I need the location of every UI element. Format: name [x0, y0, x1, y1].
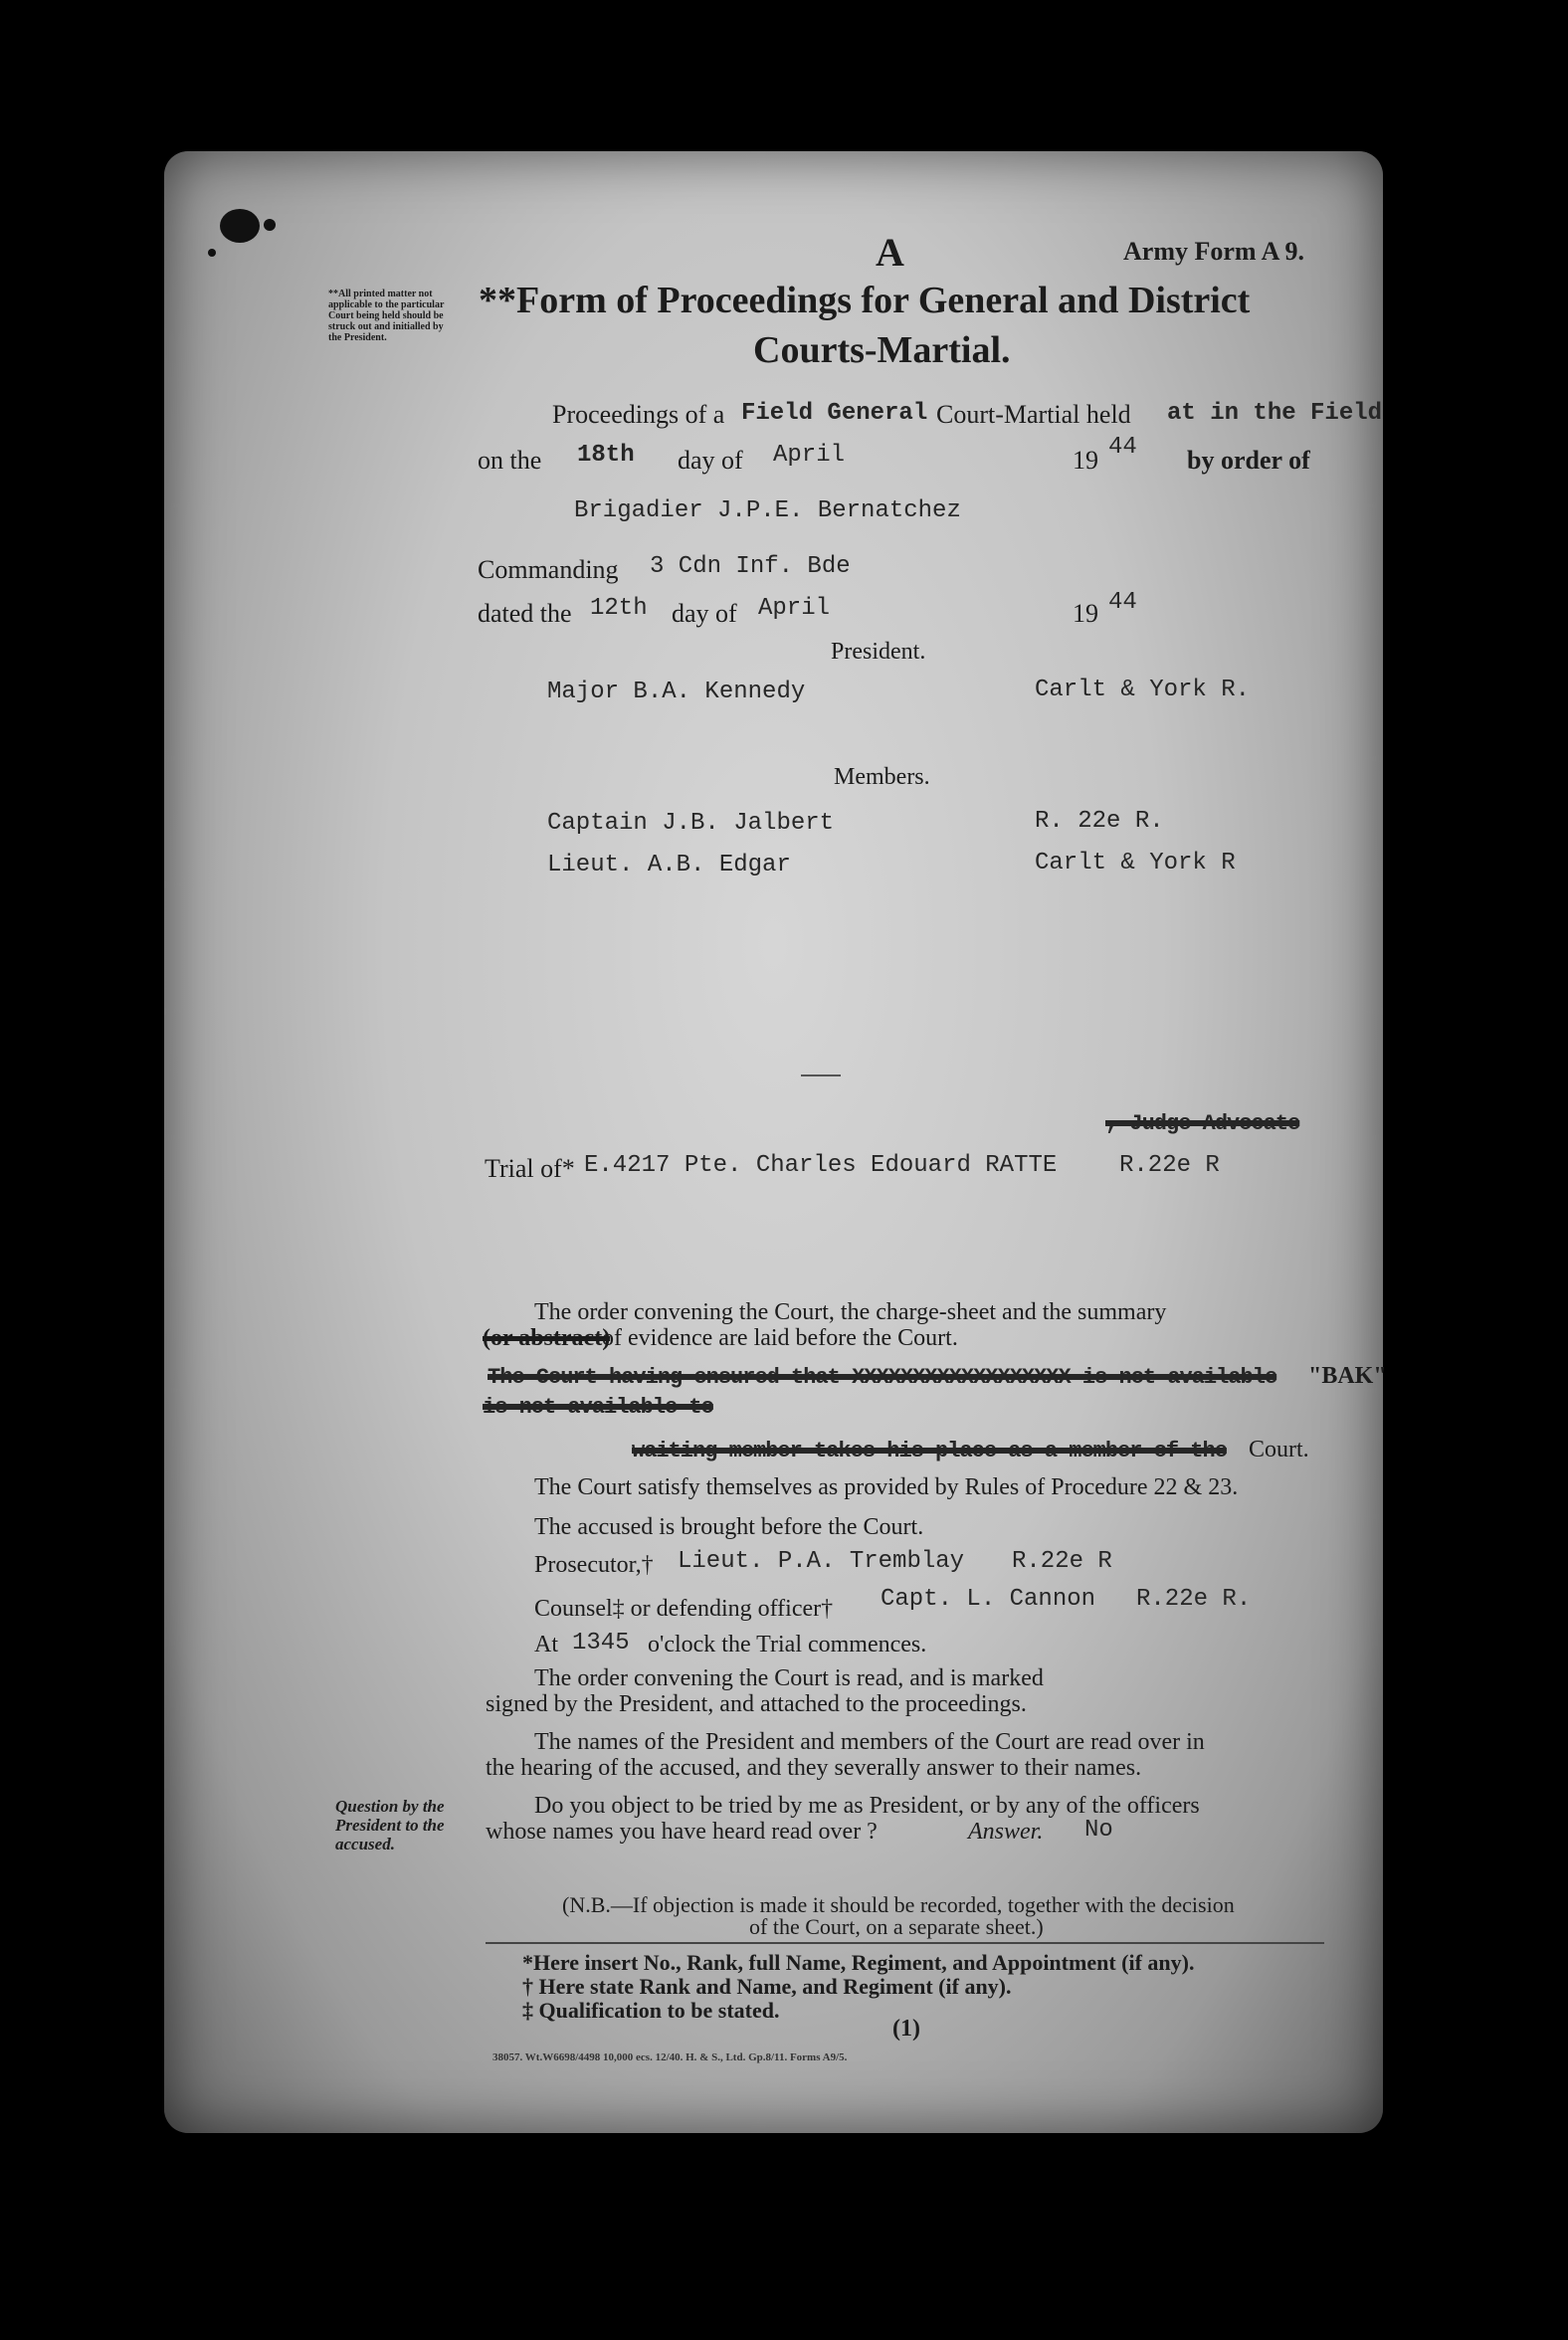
counsel-unit: R.22e R. [1136, 1586, 1252, 1613]
dated-month: April [758, 595, 831, 622]
trial-time: 1345 [572, 1630, 630, 1657]
command: 3 Cdn Inf. Bde [650, 553, 851, 580]
member-unit: Carlt & York R [1035, 850, 1236, 877]
member-name: Captain J.B. Jalbert [547, 810, 835, 837]
nb-line1: (N.B.—If objection is made it should be recorded, together with the decision [562, 1892, 1235, 1917]
president-unit: Carlt & York R. [1035, 677, 1251, 703]
dated-day-of-label: day of [672, 599, 737, 628]
dated-the-label: dated the [478, 599, 572, 628]
answer-label: Answer. [968, 1819, 1044, 1845]
rules-line: The Court satisfy themselves as provided by Rules of Procedure 22 & 23. [534, 1474, 1239, 1500]
ink-blot-small [208, 249, 216, 257]
printer-line: 38057. Wt.W6698/4498 10,000 ecs. 12/40. H. & S., Ltd. Gp.8/11. Forms A9/5. [492, 2051, 848, 2063]
trial-of-label: Trial of* [485, 1154, 575, 1183]
answer-value: No [1084, 1817, 1113, 1844]
accused-unit: R.22e R [1119, 1152, 1220, 1179]
ink-blot [220, 209, 260, 243]
side-note: **All printed matter not applicable to the particular Court being held should be struck out and initialled by the President. [328, 289, 445, 343]
struck-judge-advocate: , Judge Advocate [1105, 1111, 1300, 1136]
para1-line1: The order convening the Court, the charge-sheet and the summary [534, 1299, 1167, 1325]
commanding-label: Commanding [478, 555, 619, 584]
question-line1: Do you object to be tried by me as President, or by any of the officers [534, 1793, 1200, 1819]
footnote-rule [486, 1942, 1324, 1944]
court-type: Field General [741, 400, 928, 427]
year: 44 [1108, 434, 1137, 461]
dated-day: 12th [590, 595, 648, 622]
member-unit: R. 22e R. [1035, 808, 1164, 835]
at-label: At [534, 1632, 558, 1658]
convening-officer: Brigadier J.P.E. Bernatchez [574, 497, 961, 524]
footnote-1: *Here insert No., Rank, full Name, Regiment, and Appointment (if any). [522, 1950, 1195, 1975]
footnote-2: † Here state Rank and Name, and Regiment (if any). [522, 1974, 1012, 1999]
year-prefix: 19 [1073, 446, 1098, 475]
question-side-note: Question by the President to the accused. [335, 1797, 445, 1853]
held-at: at in the Field [1167, 400, 1383, 427]
accused-brought-line: The accused is brought before the Court. [534, 1514, 924, 1540]
by-order-of: by order of [1187, 446, 1310, 475]
members-heading: Members. [834, 764, 930, 790]
president-heading: President. [831, 639, 926, 665]
order-read-line1: The order convening the Court is read, and is marked [534, 1665, 1044, 1691]
question-line2: whose names you have heard read over ? [486, 1819, 878, 1845]
member-name: Lieut. A.B. Edgar [547, 852, 791, 878]
trial-commences: o'clock the Trial commences. [648, 1632, 927, 1658]
para1-struck: (or abstract) [483, 1325, 611, 1351]
proceedings-lead: Proceedings of a [552, 400, 725, 429]
footnote-3: ‡ Qualification to be stated. [522, 1998, 780, 2023]
month: April [773, 442, 846, 469]
prosecutor-label: Prosecutor,† [534, 1552, 654, 1578]
day-of-label: day of [678, 446, 743, 475]
form-title-line1: **Form of Proceedings for General and District [479, 280, 1251, 321]
names-line2: the hearing of the accused, and they severally answer to their names. [486, 1755, 1142, 1781]
schedule-letter: A [876, 230, 904, 275]
struck-line2: is not available to [483, 1395, 713, 1420]
struck-line1: The Court having ensured that XXXXXXXXXXXXXXXXXX is not available [488, 1365, 1277, 1390]
president-name: Major B.A. Kennedy [547, 679, 806, 705]
dated-year-prefix: 19 [1073, 599, 1098, 628]
nb-line2: of the Court, on a separate sheet.) [749, 1914, 1044, 1939]
document-page [164, 151, 1387, 2133]
form-title-line2: Courts-Martial. [753, 329, 1011, 371]
counsel-label: Counsel‡ or defending officer† [534, 1596, 834, 1622]
army-form-number: Army Form A 9. [1123, 237, 1304, 266]
dated-year: 44 [1108, 589, 1137, 616]
struck-quote: "BAK" [1308, 1363, 1387, 1389]
on-the-label: on the [478, 446, 542, 475]
para1-line2: of evidence are laid before the Court. [602, 1325, 958, 1351]
accused-name: E.4217 Pte. Charles Edouard RATTE [584, 1152, 1058, 1179]
court-word: Court. [1249, 1437, 1309, 1462]
prosecutor-unit: R.22e R [1012, 1548, 1112, 1575]
court-martial-held: Court-Martial held [936, 400, 1131, 429]
date-day: 18th [577, 442, 635, 469]
ink-blot-small [264, 219, 276, 231]
separator-dash [801, 1074, 841, 1076]
counsel-name: Capt. L. Cannon [881, 1586, 1096, 1613]
struck-line3: waiting member takes his place as a member of the [632, 1439, 1227, 1463]
order-read-line2: signed by the President, and attached to the proceedings. [486, 1691, 1027, 1717]
names-line1: The names of the President and members of the Court are read over in [534, 1729, 1205, 1755]
prosecutor-name: Lieut. P.A. Tremblay [678, 1548, 965, 1575]
page-number: (1) [892, 2016, 920, 2042]
